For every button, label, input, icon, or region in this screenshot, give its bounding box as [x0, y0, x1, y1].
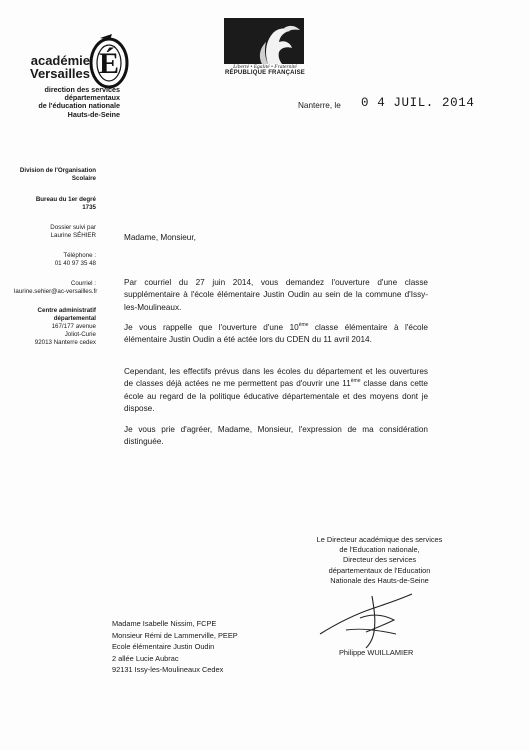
republic-caption — [222, 64, 308, 76]
recipient-address — [112, 618, 302, 676]
email-address: laurine.sehier@ac-versailles.fr — [14, 288, 98, 295]
division-line: Scolaire — [71, 175, 96, 182]
svg-text:É: É — [98, 47, 120, 80]
signatory-line: Nationale des Hauts-de-Seine — [330, 575, 429, 585]
bureau-label: Bureau du 1er degré — [35, 196, 96, 203]
academie-logo — [28, 34, 128, 90]
followed-name: Laurine SÉHIER — [50, 232, 96, 239]
sidebar-center — [14, 307, 96, 347]
center-line: Joliot-Curie — [64, 331, 96, 338]
recipient-line: 92131 Issy-les-Moulineaux Cedex — [112, 665, 224, 675]
directorate-line: de l'éducation nationale — [38, 101, 120, 111]
bureau-code: 1735 — [82, 204, 96, 211]
phone-number: 01 40 97 35 48 — [54, 260, 96, 267]
academie-word: académie — [30, 53, 90, 68]
division-line: Division de l'Organisation — [19, 167, 96, 174]
sidebar-email — [14, 280, 96, 296]
sidebar-division — [14, 167, 96, 183]
republic-motto: Liberté • Égalité • Fraternité — [233, 64, 297, 70]
center-line: Centre administratif — [37, 307, 96, 314]
recipient-line: Ecole élémentaire Justin Oudin — [112, 642, 215, 652]
recipient-line: Monsieur Rémi de Lammerville, PEEP — [112, 630, 238, 640]
sidebar-followed — [14, 224, 96, 240]
email-label: Courriel : — [70, 280, 96, 287]
handwritten-signature-icon — [316, 584, 426, 654]
signatory-line: départementaux de l'Education — [328, 565, 431, 575]
directorate-line: départementaux — [64, 93, 120, 103]
directorate-line: Hauts-de-Seine — [67, 109, 120, 119]
signatory-line: Le Directeur académique des services — [316, 535, 443, 544]
signatory-line: Directeur des services — [342, 555, 417, 565]
followed-label: Dossier suivi par — [50, 224, 96, 231]
date-stamp: 0 4 JUIL. 2014 — [361, 96, 475, 110]
reminder-text-start: Je vous rappelle que l'ouverture d'une 10 — [124, 323, 299, 332]
directorate-name — [24, 86, 120, 119]
paragraph-reminder — [124, 322, 428, 347]
signatory-line: de l'Education nationale, — [339, 545, 420, 555]
refusal-text-end: classe dans cette école au regard de la politique éducative départementale et des moyens dont je dispose. — [124, 379, 428, 414]
center-line: départemental — [53, 315, 96, 322]
paragraph-refusal — [124, 366, 428, 416]
directorate-line: direction des services — [44, 85, 120, 94]
paragraph-closing: Je vous prie d'agréer, Madame, Monsieur, l'expression de ma considération distinguée. — [124, 425, 428, 447]
sidebar-bureau — [14, 196, 96, 212]
paragraph-request: Par courriel du 27 juin 2014, vous demandez l'ouverture d'une classe supplémentaire à l'école élémentaire Justin Oudin au sein de la commune d'Issy-les-Moulineaux. — [124, 278, 428, 312]
recipient-line: Madame Isabelle Nissim, FCPE — [112, 619, 217, 628]
marianne-icon — [224, 18, 304, 64]
signatory-title — [297, 535, 462, 586]
reminder-text-end: classe élémentaire à l'école élémentaire Justin Oudin a été actée lors du CDEN du 11 avril 2014. — [124, 323, 428, 345]
center-line: 92013 Nanterre cedex — [34, 339, 96, 346]
phone-label: Téléphone : — [63, 252, 96, 259]
sidebar-phone — [14, 252, 96, 268]
signatory-name: Philippe WUILLAMIER — [339, 648, 414, 657]
salutation: Madame, Monsieur, — [124, 233, 196, 242]
ordinal-suffix: ème — [298, 322, 309, 328]
marianne-logo — [224, 18, 304, 64]
center-line: 167/177 avenue — [51, 323, 96, 330]
academie-region: Versailles — [30, 66, 90, 81]
academie-e-emblem-icon — [88, 32, 130, 90]
date-label: Nanterre, le — [298, 101, 341, 110]
recipient-line: 2 allée Lucie Aubrac — [112, 653, 179, 663]
refusal-text-start: Cependant, les effectifs prévus dans les écoles du département et les ouvertures de classes déjà actées ne me permettent pas d'ouvrir une 11 — [124, 367, 428, 389]
republic-name: RÉPUBLIQUE FRANÇAISE — [224, 70, 305, 76]
ordinal-suffix: ème — [350, 378, 361, 385]
